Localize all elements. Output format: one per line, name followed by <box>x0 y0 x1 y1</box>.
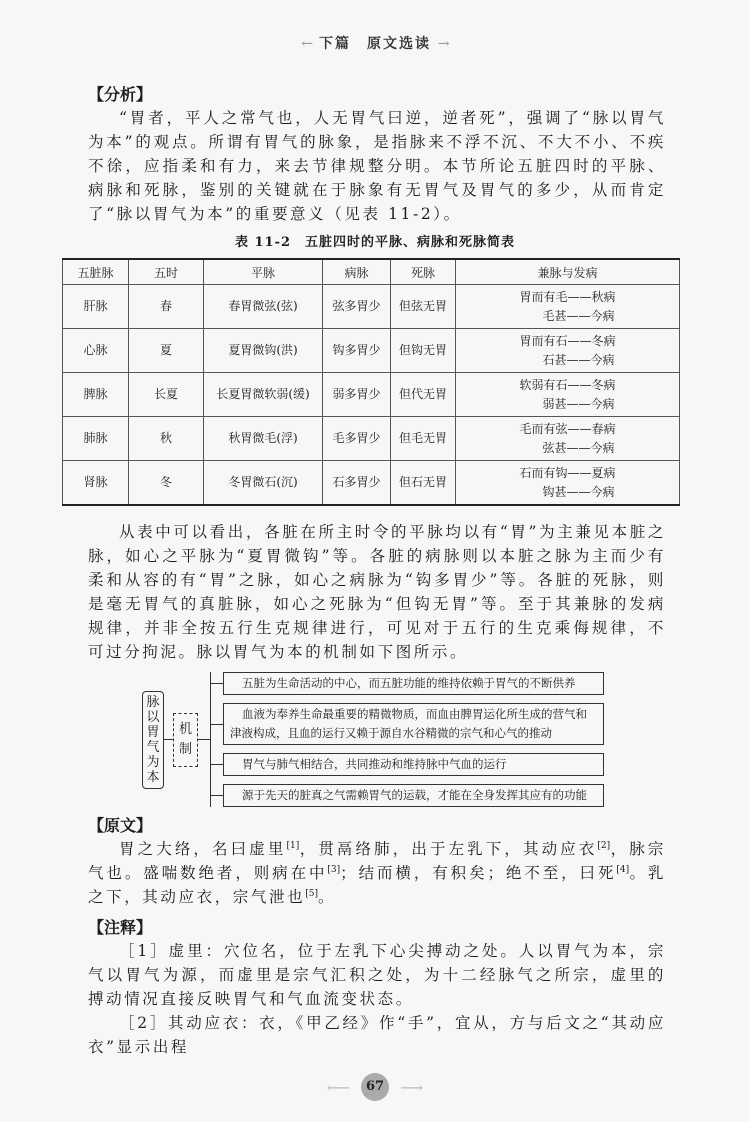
combo-line: 胃而有毛——秋病 <box>519 289 616 304</box>
diagram-item: 源于先天的脏真之气需赖胃气的运载，才能在全身发挥其应有的功能 <box>223 784 604 807</box>
table-row <box>63 329 680 373</box>
cell-combo <box>456 329 680 373</box>
analysis-heading: 【分析】 <box>88 85 153 104</box>
cell-combo <box>456 417 680 461</box>
left-arrow-ornament-icon: ⟵ <box>326 1077 350 1097</box>
cell-sick: 弦多胃少 <box>323 285 391 329</box>
cell-organ: 脾脉 <box>63 373 129 417</box>
cell-combo <box>456 461 680 506</box>
cell-normal: 夏胃微钩(洪) <box>204 329 323 373</box>
column-header: 五脏脉 <box>63 259 129 285</box>
diagram-item: 胃气与肺气相结合，共同推动和维持脉中气血的运行 <box>223 753 604 776</box>
cell-season: 冬 <box>129 461 204 506</box>
cell-normal: 长夏胃微软弱(缓) <box>204 373 323 417</box>
combo-line: 钩甚——今病 <box>542 484 615 499</box>
running-header <box>0 34 750 54</box>
right-arrow-ornament-icon: ⟶ <box>400 1077 424 1097</box>
combo-line: 石甚——今病 <box>542 352 615 367</box>
original-text <box>88 837 666 909</box>
text: 。乳之下，其动应衣，宗气泄也 <box>88 864 666 906</box>
cell-season: 夏 <box>129 329 204 373</box>
combo-line: 石而有钩——夏病 <box>519 465 616 480</box>
cell-death: 但毛无胃 <box>391 417 456 461</box>
footnote-ref: [3] <box>327 864 341 875</box>
diagram-item: 五脏为生命活动的中心，而五脏功能的维持依赖于胃气的不断供养 <box>223 672 604 695</box>
column-header: 病脉 <box>323 259 391 285</box>
diagram-mid-box: 机制 <box>173 713 198 767</box>
footnote-ref: [5] <box>305 888 318 899</box>
cell-sick: 弱多胃少 <box>323 373 391 417</box>
cell-combo <box>456 373 680 417</box>
discussion-paragraph: 从表中可以看出，各脏在所主时令的平脉均以有“胃”为主兼见本脏之脉，如心之平脉为“夏胃微钩”等。各脏的病脉则以本脏之脉为主而少有柔和从容的有“胃”之脉，如心之病脉为“钩多胃少”等。各脏的死脉，则是毫无胃气的真脏脉，如心之死脉为“但钩无胃”等。至于其兼脉的发病规律，并非全按五行生克规律进行，可见对于五行的生克乘侮规律，不可过分拘泥。脉以胃气为本的机制如下图所示。 <box>88 523 666 661</box>
cell-organ: 肾脉 <box>63 461 129 506</box>
cell-organ: 心脉 <box>63 329 129 373</box>
table-caption: 表 11-2 五脏四时的平脉、病脉和死脉简表 <box>234 235 516 250</box>
table-row <box>63 373 680 417</box>
cell-season: 秋 <box>129 417 204 461</box>
text: ；结而横，有积矣；绝不至，曰死 <box>340 864 617 882</box>
footnote-ref: [4] <box>616 864 630 875</box>
cell-death: 但钩无胃 <box>391 329 456 373</box>
header-ornament-right: → <box>437 36 449 52</box>
table-row <box>63 417 680 461</box>
text: ，贯鬲络肺，出于左乳下，其动应衣 <box>299 840 598 858</box>
cell-organ: 肺脉 <box>63 417 129 461</box>
connector-line <box>198 739 210 740</box>
diagram-items <box>210 672 604 807</box>
diagram-item: 血液为奉养生命最重要的精微物质，而血由脾胃运化所生成的营气和津液构成，且血的运行又赖于源自水谷精微的宗气和心气的推动 <box>223 703 604 745</box>
table-header-row <box>63 259 680 285</box>
cell-sick: 钩多胃少 <box>323 329 391 373</box>
column-header: 死脉 <box>391 259 456 285</box>
text: 胃之大络，名曰虚里 <box>119 840 287 858</box>
footnote-ref: [1] <box>286 840 300 851</box>
column-header: 平脉 <box>204 259 323 285</box>
header-title: 下篇 原文选读 <box>319 36 431 52</box>
combo-line: 毛而有弦——春病 <box>519 421 616 436</box>
cell-season: 春 <box>129 285 204 329</box>
cell-season: 长夏 <box>129 373 204 417</box>
pulse-table <box>62 258 680 506</box>
diagram-root-box: 脉以胃气为本 <box>142 691 164 789</box>
page-footer <box>0 1073 750 1101</box>
page-number: 67 <box>361 1073 389 1101</box>
cell-death: 但代无胃 <box>391 373 456 417</box>
connector-line <box>164 739 173 740</box>
column-header: 五时 <box>129 259 204 285</box>
mechanism-diagram <box>142 672 604 807</box>
combo-line: 弦甚——今病 <box>542 440 615 455</box>
cell-sick: 石多胃少 <box>323 461 391 506</box>
footnote-ref: [2] <box>597 840 611 851</box>
original-heading: 【原文】 <box>88 816 153 835</box>
analysis-paragraph: “胃者，平人之常气也，人无胃气曰逆，逆者死”，强调了“脉以胃气为本”的观点。所谓有胃气的脉象，是指脉来不浮不沉、不大不小、不疾不徐，应指柔和有力，来去节律规整分明。本节所论五脏四时的平脉、病脉和死脉，鉴别的关键就在于脉象有无胃气及胃气的多少，从而肯定了“脉以胃气为本”的重要意义（见表 11-2）。 <box>88 109 666 223</box>
table-row <box>63 461 680 506</box>
cell-sick: 毛多胃少 <box>323 417 391 461</box>
combo-line: 软弱有石——冬病 <box>519 377 616 392</box>
cell-death: 但石无胃 <box>391 461 456 506</box>
cell-organ: 肝脉 <box>63 285 129 329</box>
cell-death: 但弦无胃 <box>391 285 456 329</box>
cell-normal: 冬胃微石(沉) <box>204 461 323 506</box>
notes-heading: 【注释】 <box>88 918 153 937</box>
cell-normal: 春胃微弦(弦) <box>204 285 323 329</box>
note-item: ［2］其动应衣：衣，《甲乙经》作“手”，宜从，方与后文之“其动应衣”显示出程 <box>88 1014 666 1056</box>
column-header: 兼脉与发病 <box>456 259 680 285</box>
combo-line: 胃而有石——冬病 <box>519 333 616 348</box>
header-ornament-left: ← <box>301 36 313 52</box>
note-item: ［1］虚里：穴位名，位于左乳下心尖搏动之处。人以胃气为本，宗气以胃气为源，而虚里是宗气汇积之处，为十二经脉气之所宗，虚里的搏动情况直接反映胃气和气血流变状态。 <box>88 942 666 1008</box>
text: 。 <box>317 888 337 906</box>
text: ，脉宗气也。盛喘数绝者，则病在中 <box>88 840 666 882</box>
combo-line: 弱甚——今病 <box>542 396 615 411</box>
cell-normal: 秋胃微毛(浮) <box>204 417 323 461</box>
table-row <box>63 285 680 329</box>
combo-line: 毛甚——今病 <box>542 308 615 323</box>
cell-combo <box>456 285 680 329</box>
